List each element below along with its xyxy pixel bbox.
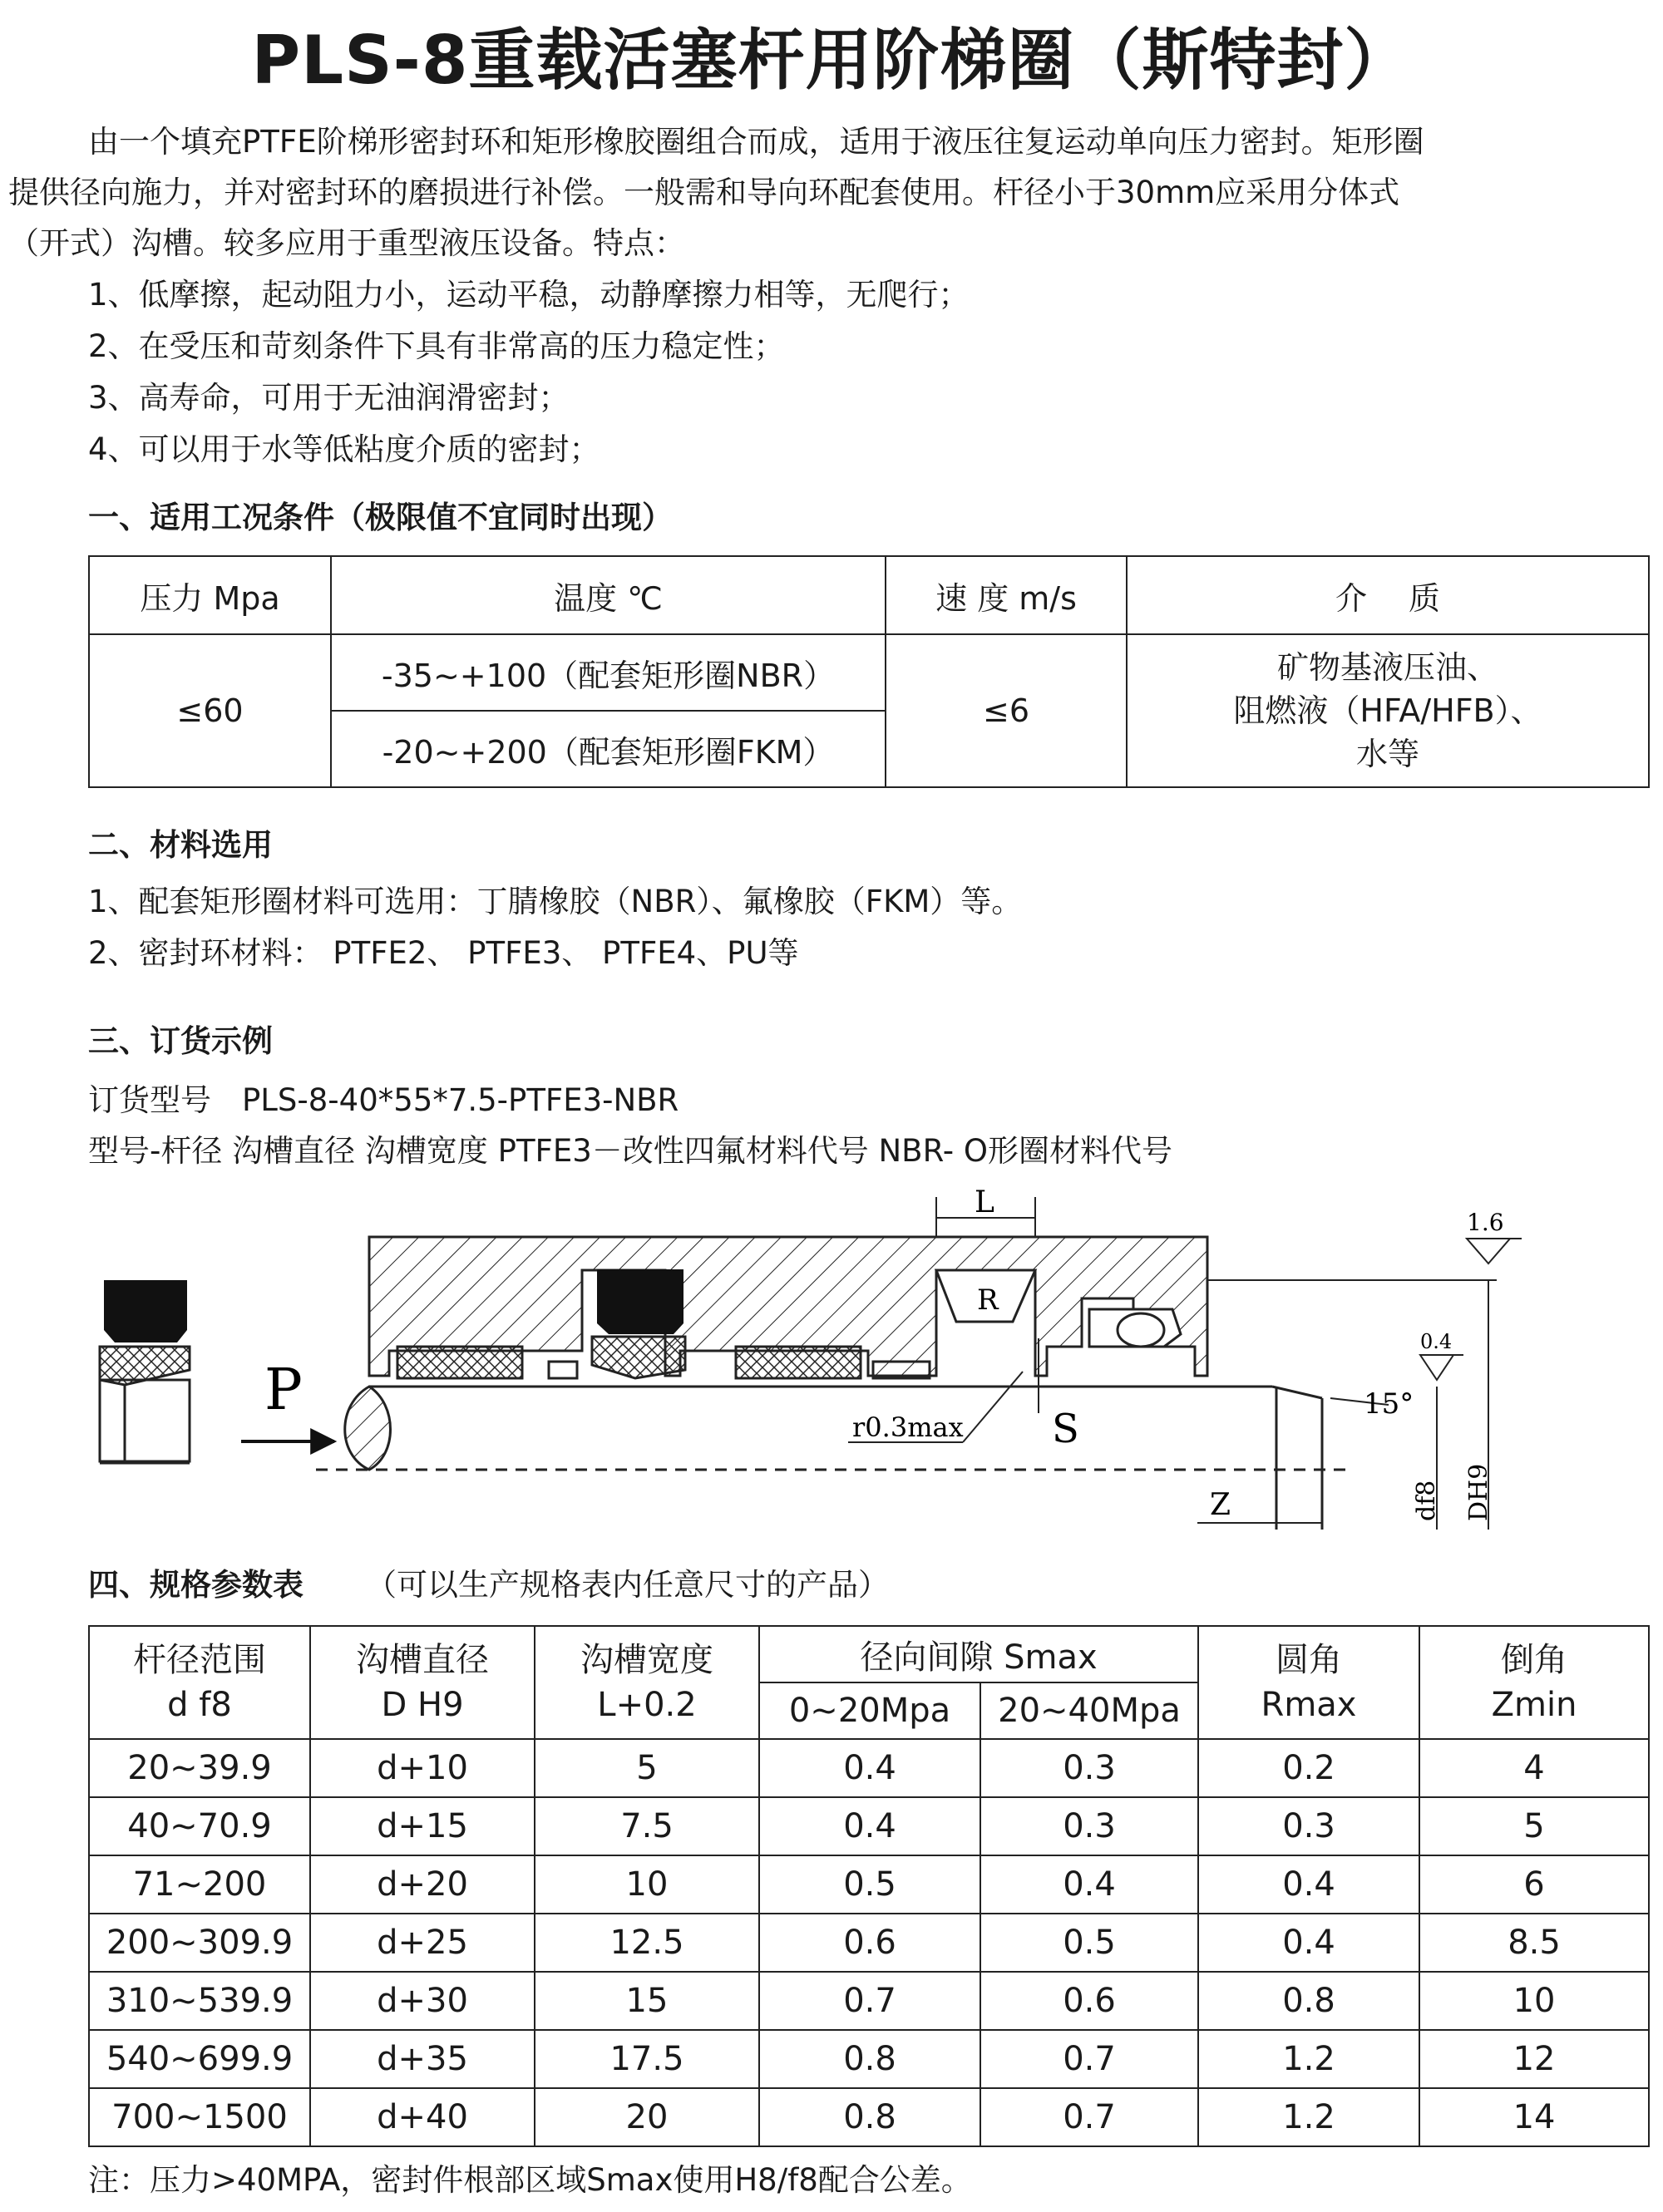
cell-groove-diameter: d+15 bbox=[310, 1797, 535, 1855]
cell-rod-range: 40~70.9 bbox=[89, 1797, 310, 1855]
cell-radius-max: 0.2 bbox=[1198, 1739, 1419, 1797]
table-row bbox=[89, 1855, 1649, 1914]
cell-radius-max: 0.4 bbox=[1198, 1855, 1419, 1914]
cell-groove-diameter: d+35 bbox=[310, 2030, 535, 2088]
seal-groove-diagram bbox=[0, 1180, 1663, 1538]
label-df8: df8 bbox=[1412, 1480, 1441, 1521]
cell-gap-high: 0.3 bbox=[980, 1797, 1198, 1855]
col-header-radius-1: 圆角 bbox=[1276, 1641, 1343, 1679]
col-header-rod-1: 杆径范围 bbox=[133, 1641, 266, 1679]
cell-groove-width: 10 bbox=[535, 1855, 759, 1914]
col-header-rod bbox=[89, 1626, 310, 1739]
cell-radius-max: 1.2 bbox=[1198, 2088, 1419, 2146]
guide-ring-left bbox=[397, 1347, 522, 1378]
cell-groove-width: 12.5 bbox=[535, 1914, 759, 1972]
table-row bbox=[89, 2088, 1649, 2146]
cell-groove-diameter: d+20 bbox=[310, 1855, 535, 1914]
cell-groove-width: 7.5 bbox=[535, 1797, 759, 1855]
cell-rod-range: 20~39.9 bbox=[89, 1739, 310, 1797]
cell-gap-high: 0.7 bbox=[980, 2030, 1198, 2088]
col-header-gap-low: 0~20Mpa bbox=[759, 1682, 980, 1739]
cell-groove-diameter: d+40 bbox=[310, 2088, 535, 2146]
cell-groove-width: 5 bbox=[535, 1739, 759, 1797]
label-p: P bbox=[264, 1357, 303, 1423]
col-header-groove-d-2: D H9 bbox=[381, 1686, 464, 1724]
o-ring-energizer bbox=[597, 1269, 683, 1334]
cell-gap-low: 0.8 bbox=[759, 2030, 980, 2088]
cell-chamfer-min: 14 bbox=[1419, 2088, 1649, 2146]
medium-line-2: 阻燃液（HFA/HFB）、 bbox=[1233, 692, 1542, 729]
guide-ring-right bbox=[736, 1347, 861, 1378]
cell-groove-width: 17.5 bbox=[535, 2030, 759, 2088]
cell-gap-high: 0.3 bbox=[980, 1739, 1198, 1797]
table-row bbox=[89, 1914, 1649, 1972]
cell-radius-max: 1.2 bbox=[1198, 2030, 1419, 2088]
cell-rod-range: 540~699.9 bbox=[89, 2030, 310, 2088]
cell-chamfer-min: 8.5 bbox=[1419, 1914, 1649, 1972]
label-l: L bbox=[975, 1185, 994, 1219]
cell-chamfer-min: 4 bbox=[1419, 1739, 1649, 1797]
cell-gap-low: 0.6 bbox=[759, 1914, 980, 1972]
cell-groove-width: 15 bbox=[535, 1972, 759, 2030]
order-line-2: 型号-杆径 沟槽直径 沟槽宽度 PTFE3－改性四氟材料代号 NBR- O形圈材料代号 bbox=[88, 1133, 1173, 1169]
seal-profile-small bbox=[100, 1280, 190, 1463]
medium-line-1: 矿物基液压油、 bbox=[1276, 649, 1498, 686]
intro-line-1: 由一个填充PTFE阶梯形密封环和矩形橡胶圈组合而成，适用于液压往复运动单向压力密封。矩形圈 bbox=[88, 124, 1424, 160]
cell-gap-high: 0.5 bbox=[980, 1914, 1198, 1972]
intro-line-3: （开式）沟槽。较多应用于重型液压设备。特点： bbox=[8, 225, 685, 261]
col-header-gap: 径向间隙 Smax bbox=[759, 1626, 1198, 1682]
table-row bbox=[89, 1797, 1649, 1855]
intro-line-2: 提供径向施力，并对密封环的磨损进行补偿。一般需和导向环配套使用。杆径小于30mm应采用分体式 bbox=[8, 175, 1400, 210]
cell-radius-max: 0.8 bbox=[1198, 1972, 1419, 2030]
conditions-table bbox=[88, 555, 1650, 788]
cell-chamfer-min: 6 bbox=[1419, 1855, 1649, 1914]
section1-heading: 一、适用工况条件（极限值不宜同时出现） bbox=[88, 500, 673, 535]
header-pressure: 压力 Mpa bbox=[89, 556, 331, 634]
cell-gap-low: 0.8 bbox=[759, 2088, 980, 2146]
cell-rod-range: 200~309.9 bbox=[89, 1914, 310, 1972]
cell-gap-low: 0.4 bbox=[759, 1797, 980, 1855]
col-header-gap-high: 20~40Mpa bbox=[980, 1682, 1198, 1739]
col-header-chamfer-1: 倒角 bbox=[1501, 1641, 1568, 1679]
medium-value bbox=[1127, 634, 1649, 787]
col-header-radius-2: Rmax bbox=[1261, 1686, 1357, 1724]
section4-subheading: （可以生产规格表内任意尺寸的产品） bbox=[366, 1567, 889, 1603]
table-row bbox=[89, 1972, 1649, 2030]
col-header-groove-d-1: 沟槽直径 bbox=[356, 1641, 489, 1679]
col-header-groove-w-2: L+0.2 bbox=[597, 1686, 697, 1724]
cell-radius-max: 0.3 bbox=[1198, 1797, 1419, 1855]
medium-line-3: 水等 bbox=[1355, 736, 1419, 772]
cell-rod-range: 310~539.9 bbox=[89, 1972, 310, 2030]
label-roughness-04: 0.4 bbox=[1420, 1330, 1453, 1353]
header-temperature: 温度 ℃ bbox=[331, 556, 886, 634]
cell-gap-low: 0.4 bbox=[759, 1739, 980, 1797]
cell-gap-low: 0.7 bbox=[759, 1972, 980, 2030]
temp-nbr: -35~+100（配套矩形圈NBR） bbox=[331, 634, 886, 711]
header-speed: 速 度 m/s bbox=[886, 556, 1127, 634]
label-15deg: 15° bbox=[1364, 1387, 1414, 1421]
label-r03max: r0.3max bbox=[852, 1411, 964, 1443]
section4-heading: 四、规格参数表 bbox=[88, 1567, 303, 1603]
col-header-chamfer bbox=[1419, 1626, 1649, 1739]
table-row bbox=[89, 1739, 1649, 1797]
speed-value: ≤6 bbox=[886, 634, 1127, 787]
cell-chamfer-min: 5 bbox=[1419, 1797, 1649, 1855]
cell-rod-range: 71~200 bbox=[89, 1855, 310, 1914]
order-line-1: 订货型号 PLS-8-40*55*7.5-PTFE3-NBR bbox=[88, 1082, 679, 1118]
page-title: PLS-8重载活塞杆用阶梯圈（斯特封） bbox=[251, 22, 1412, 99]
section2-heading: 二、材料选用 bbox=[88, 827, 273, 863]
cell-groove-diameter: d+30 bbox=[310, 1972, 535, 2030]
table-row bbox=[89, 2030, 1649, 2088]
cell-chamfer-min: 10 bbox=[1419, 1972, 1649, 2030]
spec-table bbox=[88, 1625, 1650, 2147]
label-z: Z bbox=[1210, 1488, 1231, 1522]
feature-1: 1、低摩擦，起动阻力小，运动平稳，动静摩擦力相等，无爬行； bbox=[88, 277, 970, 313]
label-roughness-16: 1.6 bbox=[1467, 1209, 1504, 1236]
cell-gap-low: 0.5 bbox=[759, 1855, 980, 1914]
footnote: 注：压力>40MPA，密封件根部区域Smax使用H8/f8配合公差。 bbox=[88, 2162, 972, 2198]
col-header-chamfer-2: Zmin bbox=[1491, 1686, 1577, 1724]
feature-2: 2、在受压和苛刻条件下具有非常高的压力稳定性； bbox=[88, 328, 785, 364]
col-header-groove-d bbox=[310, 1626, 535, 1739]
cell-gap-high: 0.4 bbox=[980, 1855, 1198, 1914]
col-header-radius bbox=[1198, 1626, 1419, 1739]
cell-groove-diameter: d+10 bbox=[310, 1739, 535, 1797]
cell-rod-range: 700~1500 bbox=[89, 2088, 310, 2146]
material-line-1: 1、配套矩形圈材料可选用：丁腈橡胶（NBR）、氟橡胶（FKM）等。 bbox=[88, 884, 1023, 919]
cell-groove-diameter: d+25 bbox=[310, 1914, 535, 1972]
label-dh9: DH9 bbox=[1464, 1463, 1493, 1521]
section3-heading: 三、订货示例 bbox=[88, 1023, 273, 1059]
pressure-value: ≤60 bbox=[89, 634, 331, 787]
cell-gap-high: 0.7 bbox=[980, 2088, 1198, 2146]
cell-groove-width: 20 bbox=[535, 2088, 759, 2146]
cell-gap-high: 0.6 bbox=[980, 1972, 1198, 2030]
feature-4: 4、可以用于水等低粘度介质的密封； bbox=[88, 431, 600, 467]
cell-chamfer-min: 12 bbox=[1419, 2030, 1649, 2088]
feature-3: 3、高寿命，可用于无油润滑密封； bbox=[88, 380, 570, 416]
label-r: R bbox=[977, 1283, 999, 1317]
col-header-groove-w bbox=[535, 1626, 759, 1739]
col-header-rod-2: d f8 bbox=[167, 1686, 232, 1724]
temp-fkm: -20~+200（配套矩形圈FKM） bbox=[331, 711, 886, 787]
col-header-groove-w-1: 沟槽宽度 bbox=[580, 1641, 713, 1679]
material-line-2: 2、密封环材料： PTFE2、 PTFE3、 PTFE4、PU等 bbox=[88, 935, 799, 971]
header-medium: 介 质 bbox=[1127, 556, 1649, 634]
step-seal-ring bbox=[592, 1337, 685, 1378]
label-s: S bbox=[1052, 1406, 1079, 1452]
cell-radius-max: 0.4 bbox=[1198, 1914, 1419, 1972]
